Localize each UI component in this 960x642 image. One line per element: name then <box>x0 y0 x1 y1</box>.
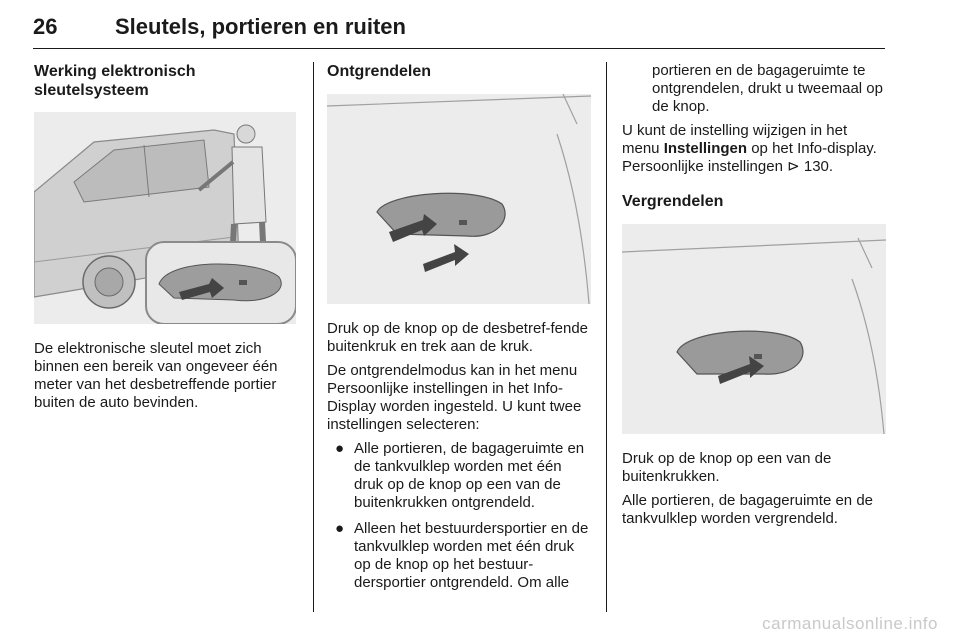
lock-instruction: Druk op de knop op een van de buitenkrukken. <box>622 450 832 485</box>
bullet-icon: ● <box>335 520 345 537</box>
car-key-illustration <box>34 112 296 324</box>
page-reference-number: 130. <box>799 158 834 175</box>
page-reference-arrow-icon: ⊳ <box>787 158 800 175</box>
door-handle-lock-illustration <box>622 224 886 434</box>
heading-line-2: sleutelsysteem <box>34 82 149 99</box>
list-item <box>327 520 591 592</box>
unlock-mode-list <box>327 440 591 592</box>
list-item-text: Alle portieren, de bagageruimte en de tankvulklep worden met één druk op de knop op een van de buitenkrukken ontgrendeld. <box>354 440 585 511</box>
page-number: 26 <box>33 14 58 39</box>
settings-text-part-1: U kunt de instelling wijzigen in het menu <box>622 122 848 157</box>
settings-change-text <box>622 122 886 176</box>
heading-line-1: Werking elektronisch <box>34 63 196 80</box>
section-heading-electronic-key <box>34 62 296 100</box>
column-divider-1 <box>313 62 314 612</box>
list-item <box>327 440 591 512</box>
unlock-mode-description: De ontgrendelmodus kan in het menu Persoonlijke instellingen in het Info-Display worden ingesteld. U kunt twee instellingen selecteren: <box>327 362 582 433</box>
column-divider-2 <box>606 62 607 612</box>
column-3 <box>622 62 886 528</box>
chapter-title: Sleutels, portieren en ruiten <box>115 14 406 39</box>
section-heading-lock: Vergrendelen <box>622 193 724 210</box>
page-header <box>33 14 885 46</box>
header-rule <box>33 48 885 49</box>
bullet-icon: ● <box>335 440 345 457</box>
column-1 <box>34 62 296 412</box>
column-2 <box>327 62 591 600</box>
electronic-key-description: De elektronische sleutel moet zich binnen een bereik van ongeveer één meter van het desbetreffende portier buiten de auto bevinden. <box>34 340 278 411</box>
unlock-instruction: Druk op de knop op de desbetref-fende buitenkruk en trek aan de kruk. <box>327 320 589 355</box>
lock-result-text: Alle portieren, de bagageruimte en de tankvulklep worden vergrendeld. <box>622 492 874 527</box>
section-heading-unlock: Ontgrendelen <box>327 63 432 80</box>
door-handle-unlock-illustration <box>327 94 591 304</box>
watermark: carmanualsonline.info <box>762 614 938 633</box>
settings-text-part-2: op het Info-display. Persoonlijke instellingen <box>622 140 877 175</box>
settings-menu-name: Instellingen <box>663 140 748 157</box>
continued-list-text: portieren en de bagageruimte te ontgrendelen, drukt u tweemaal op de knop. <box>652 62 883 115</box>
list-item-text: Alleen het bestuurdersportier en de tankvulklep worden met één druk op de knop op het bestuur-dersportier ontgrendeld. Om alle <box>354 520 589 591</box>
